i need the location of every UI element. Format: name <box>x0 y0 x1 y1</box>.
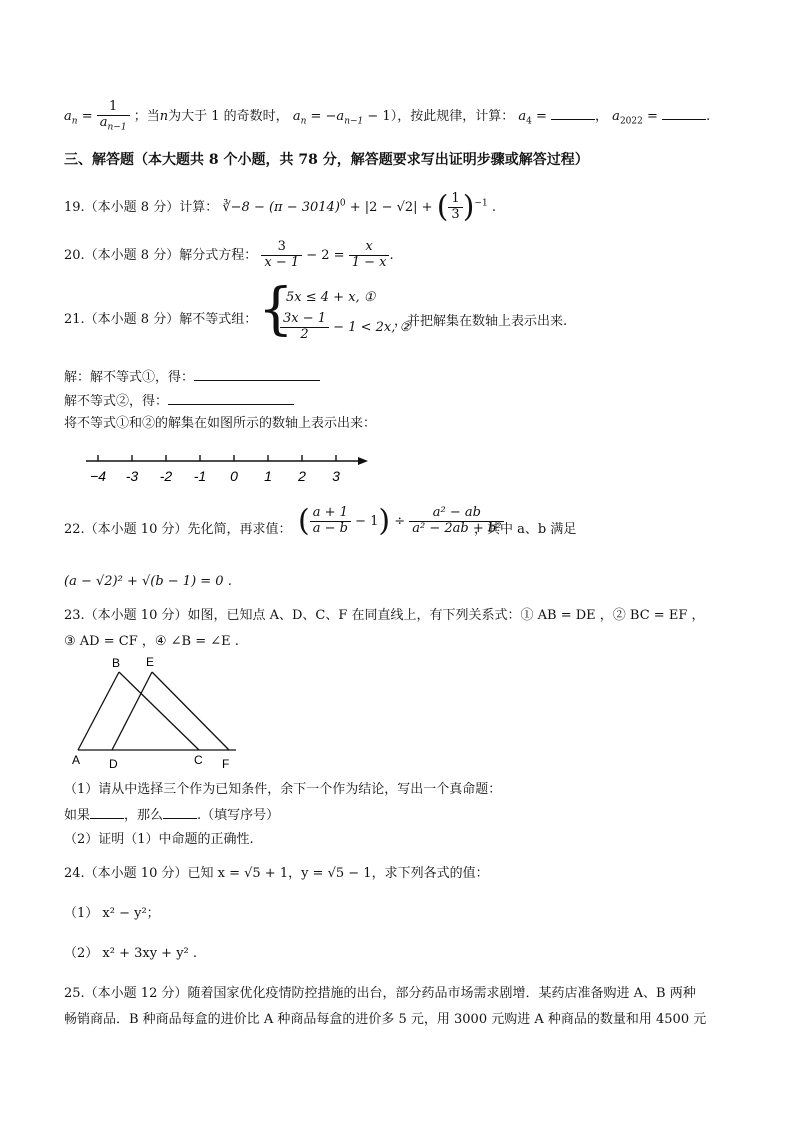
q23-line-2: ③ AD = CF ，④ ∠B = ∠E . <box>64 634 239 649</box>
a2022-answer-blank[interactable] <box>662 107 706 120</box>
q22-tail: ，其中 a、b 满足 <box>474 522 577 537</box>
q21-solution-1 <box>64 368 320 386</box>
q22-num-1: a + 1 <box>310 506 351 522</box>
q21-solution-2 <box>64 392 294 410</box>
a4-equals: = <box>531 108 552 124</box>
point-F-label: F <box>222 757 230 771</box>
subscript-n: n <box>71 116 78 127</box>
q20-fraction-1 <box>261 240 302 271</box>
q21-sol1-blank[interactable] <box>194 368 320 381</box>
q22-den-1: a − b <box>312 520 348 536</box>
q21-sol2-text: 解不等式②，得： <box>64 394 169 409</box>
q24-label: 24.（本小题 10 分）已知 x = √5 + 1，y = √5 − 1，求下列各式的值： <box>64 866 489 881</box>
q23-then-text: ，那么 <box>124 808 164 823</box>
text-odd-condition: 为大于 1 的奇数时， <box>168 108 289 124</box>
equals-sign: = <box>81 108 93 124</box>
number-line-ticks <box>98 455 336 461</box>
q19-label: 19.（本小题 8 分）计算： <box>64 199 219 215</box>
q22-minus-one: − 1 <box>350 513 379 529</box>
q21-ineq2-rest: − 1 < 2x, ② <box>329 319 412 335</box>
q21-label: 21.（本小题 8 分）解不等式组： <box>64 312 258 327</box>
comma: ， <box>595 108 609 124</box>
number-line-tick-label: -1 <box>193 468 207 484</box>
reciprocal-fraction <box>97 100 130 133</box>
segment-DE <box>112 672 152 750</box>
q21-inequality-2 <box>280 312 411 343</box>
den-symbol: a <box>99 114 108 130</box>
number-line-tick-label: −4 <box>90 468 106 484</box>
q21-frac-num: 3x − 1 <box>280 312 329 328</box>
q22-condition: (a − √2)² + √(b − 1) = 0 . <box>64 574 232 589</box>
rule-sub2: n−1 <box>344 116 364 127</box>
sequence-rule-line <box>64 100 710 133</box>
a2022-subscript: 2022 <box>619 116 643 127</box>
q19-close-paren: ) <box>462 189 475 225</box>
q20-den-2: 1 − x <box>351 254 387 270</box>
point-B-label: B <box>112 656 121 670</box>
q22-den-2: a² − 2ab + b² <box>412 520 502 536</box>
q24-part-2: （2） x² + 3xy + y² . <box>64 946 198 961</box>
section-3-heading: 三、解答题（本大题共 8 个小题，共 78 分，解答题要求写出证明步骤或解答过程） <box>64 152 589 168</box>
a2022-equals: = <box>642 108 663 124</box>
q19-period: . <box>491 199 496 215</box>
q20-den-1: x − 1 <box>264 254 300 270</box>
question-19 <box>64 189 496 225</box>
segment-AB <box>78 672 119 750</box>
q23-part-1: （1）请从中选择三个作为已知条件，余下一个作为结论，写出一个真命题： <box>64 782 502 797</box>
q19-expr2: + |2 − √2| + <box>345 199 437 215</box>
q20-mid: − 2 = <box>302 247 349 263</box>
q21-sol2-blank[interactable] <box>168 392 294 405</box>
q22-num-2: a² − ab <box>409 506 504 522</box>
q21-sol1-text: 解：解不等式①，得： <box>64 370 195 385</box>
q21-tail: ，并把解集在数轴上表示出来. <box>394 314 568 329</box>
a4-subscript: 4 <box>526 116 532 127</box>
q24-part-1: （1） x² − y²； <box>64 906 160 921</box>
text-when: ；当 <box>133 108 160 124</box>
n-symbol: n <box>159 108 169 124</box>
number-line-tick-label: 0 <box>230 468 238 484</box>
q22-open-paren: ( <box>298 503 310 539</box>
q19-exponent-0: 0 <box>339 198 346 209</box>
q21-frac-den: 2 <box>300 326 309 342</box>
fraction-denominator <box>97 116 130 133</box>
segment-BC <box>119 672 199 750</box>
q25-line-1: 25.（本小题 12 分）随着国家优化疫情防控措施的出台，部分药品市场需求剧增．某药店准备购进 A、B 两种 <box>64 986 696 1001</box>
number-line-arrow <box>358 457 368 465</box>
point-E-label: E <box>146 655 155 669</box>
q20-num-1: 3 <box>261 240 302 256</box>
den-subscript: n−1 <box>107 122 127 133</box>
question-20 <box>64 240 394 271</box>
q21-inequality-1: 5x ≤ 4 + x, ① <box>286 290 376 305</box>
number-line-tick-label: 1 <box>264 468 272 484</box>
q23-if-text: 如果 <box>64 808 91 823</box>
period: . <box>706 108 711 124</box>
number-line <box>80 452 380 492</box>
q20-label: 20.（本小题 8 分）解分式方程： <box>64 247 258 263</box>
number-line-tick-label: 2 <box>298 468 306 484</box>
q23-triangle-figure <box>64 652 254 772</box>
point-C-label: C <box>194 753 203 767</box>
segment-EF <box>152 672 229 750</box>
q20-num-2: x <box>349 240 390 256</box>
point-D-label: D <box>109 757 118 771</box>
q19-frac-num: 1 <box>448 192 462 208</box>
q23-part-2: （2）证明（1）中命题的正确性. <box>64 832 254 847</box>
q22-fraction-1 <box>310 506 351 537</box>
q19-open-paren: ( <box>436 189 449 225</box>
q23-line-1: 23.（本小题 10 分）如图，已知点 A、D、C、F 在同直线上，有下列关系式：① AB = DE ，② BC = EF ， <box>64 608 705 623</box>
point-A-label: A <box>72 753 81 767</box>
q19-fraction <box>448 192 462 223</box>
rule-tail: − 1），按此规律，计算： <box>363 108 515 124</box>
q22-divide: ÷ <box>390 513 410 529</box>
q23-fill-hint: .（填写序号） <box>197 808 280 823</box>
q20-fraction-2 <box>349 240 390 271</box>
rule-subscript: n <box>300 116 307 127</box>
q20-period: . <box>389 247 394 263</box>
number-line-tick-label: -3 <box>125 468 139 484</box>
a-n-symbol: a <box>64 108 72 124</box>
q22-label: 22.（本小题 10 分）先化简，再求值： <box>64 522 292 537</box>
q19-frac-den: 3 <box>451 206 460 222</box>
number-line-tick-labels <box>90 468 340 484</box>
q23-part-1-blanks <box>64 806 279 824</box>
fraction-numerator: 1 <box>97 100 130 116</box>
number-line-tick-label: 3 <box>332 468 340 484</box>
q23-then-blank[interactable] <box>163 806 197 819</box>
q23-if-blank[interactable] <box>90 806 124 819</box>
a4-answer-blank[interactable] <box>551 107 595 120</box>
q22-close-paren: ) <box>378 503 391 539</box>
rule-rest: = −a <box>306 108 345 124</box>
q21-frac <box>280 312 329 343</box>
q19-exponent: −1 <box>474 198 488 209</box>
q21-brace: { <box>258 277 294 342</box>
q21-solution-3: 将不等式①和②的解集在如图所示的数轴上表示出来： <box>64 416 377 431</box>
a4-symbol: a <box>518 108 527 124</box>
a2022-symbol: a <box>612 108 620 124</box>
rule-a: a <box>292 108 301 124</box>
q25-line-2: 畅销商品．B 种商品每盒的进价比 A 种商品每盒的进价多 5 元，用 3000 元购进 A 种商品的数量和用 4500 元 <box>64 1012 707 1027</box>
q19-expr1: ∛−8 − (π − 3014) <box>222 199 340 215</box>
number-line-tick-label: -2 <box>159 468 173 484</box>
